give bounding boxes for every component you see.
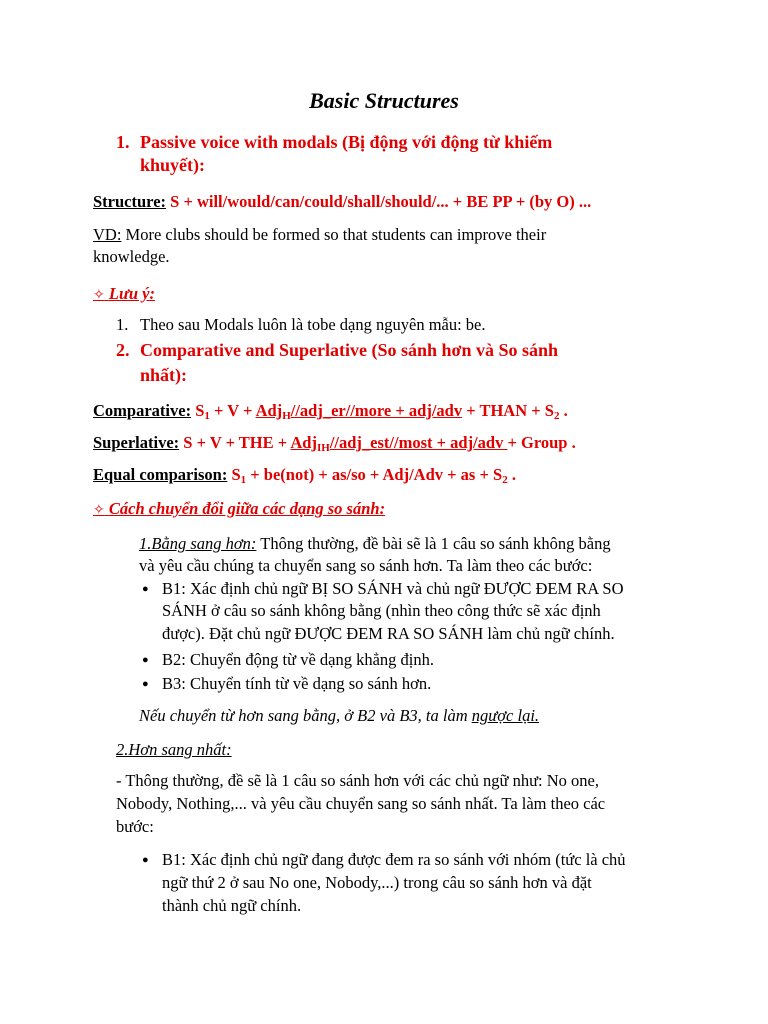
- comparative-line: [93, 401, 568, 421]
- comparative-v: + V +: [209, 401, 256, 420]
- sub1-b2: B2: Chuyển động từ về dạng khẳng định.: [162, 650, 435, 669]
- superlative-label: Superlative:: [93, 433, 180, 452]
- comparative-label: Comparative:: [93, 401, 192, 420]
- sparkle-icon: ✧: [93, 502, 105, 518]
- sub2-b1-line3: thành chủ ngữ chính.: [162, 896, 302, 915]
- note-item-number: 1.: [116, 315, 129, 334]
- structure-line: [93, 192, 591, 212]
- equal-s: S: [227, 465, 241, 484]
- example-text-2: knowledge.: [93, 247, 170, 266]
- equal-line: [93, 465, 516, 485]
- section-1-number: 1.: [116, 132, 130, 152]
- comparative-sub1: 1: [204, 410, 210, 422]
- sub1-b1-line1: B1: Xác định chủ ngữ BỊ SO SÁNH và chủ ngữ ĐƯỢC ĐEM RA SO: [162, 579, 624, 598]
- structure-formula: S + will/would/can/could/shall/should/... + BE PP + (by O) ...: [170, 192, 592, 211]
- section-2-heading-line2: nhất):: [140, 365, 188, 385]
- section-2-heading-line1: Comparative and Superlative (So sánh hơn và So sánh: [140, 340, 559, 360]
- sub2-para-line2: Nobody, Nothing,... và yêu cầu chuyển sang so sánh nhất. Ta làm theo các: [116, 794, 606, 813]
- bullet-icon: ●: [142, 654, 149, 666]
- sub1-title: 1.Bằng sang hơn:: [139, 534, 257, 553]
- equal-sub2: 2: [502, 474, 508, 486]
- equal-sub1: 1: [240, 474, 247, 486]
- section-2-number: 2.: [116, 340, 130, 360]
- sub1-intro-text: Thông thường, đề bài sẽ là 1 câu so sánh không bằng: [256, 534, 611, 553]
- sub2-para-line1: - Thông thường, đề sẽ là 1 câu so sánh hơn với các chủ ngữ như: No one,: [116, 771, 599, 790]
- equal-end: .: [507, 465, 516, 484]
- sub2-title: 2.Hơn sang nhất:: [116, 740, 232, 759]
- section-1-heading-line1: Passive voice with modals (Bị động với động từ khiếm: [140, 132, 553, 152]
- superlative-group: + Group .: [507, 433, 576, 452]
- example-label: VD:: [93, 225, 122, 244]
- sub1-b1-line2: SÁNH ở câu so sánh không bằng (nhìn theo công thức sẽ xác định: [162, 601, 601, 620]
- comparative-adj: Adj: [255, 401, 283, 420]
- comparative-adj-forms: //adj_er//more + adj/adv: [290, 401, 463, 420]
- superlative-adj-forms: //adj_est//most + adj/adv: [329, 433, 508, 452]
- page-title: Basic Structures: [309, 88, 459, 113]
- equal-label: Equal comparison:: [93, 465, 228, 484]
- comparative-sub2: 2: [553, 410, 560, 422]
- structure-label: Structure:: [93, 192, 167, 211]
- superlative-the: S + V + THE +: [179, 433, 291, 452]
- sub1-note-text: Nếu chuyển từ hơn sang bằng, ở B2 và B3, ta làm: [139, 706, 472, 725]
- note-heading: [93, 284, 155, 304]
- superlative-adj-sub: IH: [316, 442, 330, 454]
- sub1-intro-line2: và yêu cầu chúng ta chuyển sang so sánh hơn. Ta làm theo các bước:: [139, 556, 593, 575]
- superlative-line: [93, 433, 576, 453]
- sub1-intro-line1: [139, 534, 611, 554]
- note-label: Lưu ý:: [108, 284, 155, 303]
- example-text-1: More clubs should be formed so that students can improve their: [121, 225, 547, 244]
- example-line-1: [93, 225, 546, 245]
- sub2-para-line3: bước:: [116, 817, 154, 836]
- bullet-icon: ●: [142, 854, 149, 866]
- section-1-heading-line2: khuyết):: [140, 155, 206, 175]
- note-item-text: Theo sau Modals luôn là tobe dạng nguyên mẫu: be.: [140, 315, 486, 334]
- comparative-end: .: [559, 401, 568, 420]
- sub1-b3: B3: Chuyển tính từ về dạng so sánh hơn.: [162, 674, 432, 693]
- convert-label: Cách chuyển đổi giữa các dạng so sánh:: [108, 499, 386, 518]
- sub1-note: [139, 706, 539, 726]
- equal-formula: + be(not) + as/so + Adj/Adv + as + S: [246, 465, 503, 484]
- sub2-b1-line1: B1: Xác định chủ ngữ đang được đem ra so sánh với nhóm (tức là chủ: [162, 850, 626, 869]
- sub1-note-underlined: ngược lại.: [471, 706, 540, 725]
- superlative-adj: Adj: [290, 433, 317, 452]
- comparative-adj-sub: H: [282, 410, 291, 422]
- sparkle-icon: ✧: [93, 287, 105, 303]
- comparative-than: + THAN + S: [462, 401, 554, 420]
- bullet-icon: ●: [142, 583, 149, 595]
- sub1-b1-line3: được). Đặt chủ ngữ ĐƯỢC ĐEM RA SO SÁNH làm chủ ngữ chính.: [162, 624, 615, 643]
- comparative-s: S: [195, 401, 205, 420]
- bullet-icon: ●: [142, 678, 149, 690]
- convert-heading: [93, 499, 385, 519]
- sub2-b1-line2: ngữ thứ 2 ở sau No one, Nobody,...) trong câu so sánh hơn và đặt: [162, 873, 592, 892]
